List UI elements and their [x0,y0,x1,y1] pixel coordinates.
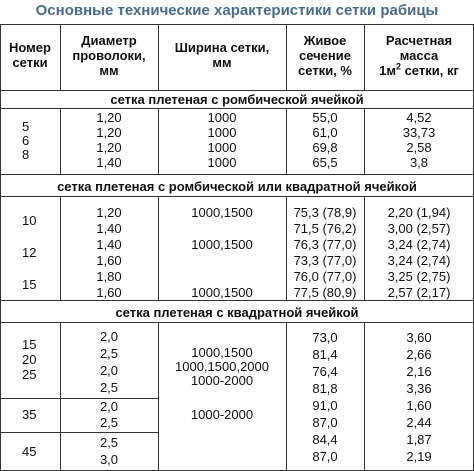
cell-width: 1000 [207,110,237,125]
cell-open-area: 69,8 [312,140,338,155]
cell-mass: 33,73 [402,125,436,140]
cell-number: 6 [22,133,30,148]
cell-diameter: 2,0 [99,363,119,378]
cell-width: 1000 [207,155,237,170]
cell-mass: 2,58 [406,140,432,155]
grid-line [0,108,474,109]
cell-mass: 2,19 [406,449,432,464]
cell-open-area: 84,4 [312,432,338,447]
page-title: Основные технические характеристики сетки рабицы [35,2,439,19]
section-title: сетка плетеная с ромбической ячейкой [110,92,364,107]
grid-line [0,432,158,433]
cell-diameter: 1,80 [96,269,122,284]
header-superscript: 2 [395,61,401,72]
spec-table [0,24,474,471]
header-text: сетки, % [298,63,352,78]
cell-mass: 3,24 (2,74) [387,237,451,252]
header-text: мм [212,55,232,70]
header-text: масса [399,48,439,63]
cell-number: 35 [22,407,37,422]
cell-diameter: 1,20 [96,125,122,140]
cell-number: 20 [22,352,37,367]
cell-diameter: 2,0 [99,329,119,344]
cell-number: 12 [22,245,37,260]
cell-mass: 3,00 (2,57) [387,221,451,236]
cell-mass: 3,24 (2,74) [387,253,451,268]
cell-diameter: 2,0 [99,399,119,414]
cell-mass: 3,60 [406,330,432,345]
grid-line [0,196,474,197]
header-text: сечение [299,48,351,63]
cell-diameter: 1,40 [96,155,122,170]
cell-open-area: 81,8 [312,381,338,396]
header-text: проволоки, [72,48,146,63]
header-text: Расчетная [385,33,453,48]
cell-diameter: 1,40 [96,237,122,252]
cell-open-area: 76,0 (77,0) [293,269,357,284]
cell-width: 1000,1500 [191,205,253,220]
cell-mass: 2,44 [406,415,432,430]
cell-width: 1000 [207,140,237,155]
cell-mass: 2,16 [406,364,432,379]
cell-diameter: 1,20 [96,110,122,125]
header-mass [364,33,474,78]
cell-diameter: 2,5 [99,415,119,430]
cell-width: 1000,1500 [191,345,253,360]
header-text: Живое [303,33,347,48]
cell-open-area: 76,3 (77,0) [293,237,357,252]
cell-width: 1000,1500 [191,237,253,252]
cell-number: 10 [22,213,37,228]
cell-diameter: 2,5 [99,435,119,450]
grid-line [0,300,474,301]
cell-diameter: 1,20 [96,140,122,155]
cell-number: 25 [22,367,37,382]
cell-open-area: 73,0 [312,330,338,345]
cell-open-area: 77,5 (80,9) [293,285,357,300]
cell-width: 1000,1500,2000 [175,359,269,374]
cell-diameter: 1,60 [96,253,122,268]
grid-line [0,398,158,399]
cell-open-area: 91,0 [312,398,338,413]
cell-open-area: 55,0 [312,110,338,125]
cell-open-area: 65,5 [312,155,338,170]
header-text: сетки [12,55,48,70]
cell-mass: 1,60 [406,398,432,413]
header-number [0,40,60,70]
cell-mass: 2,20 (1,94) [387,205,451,220]
section-title: сетка плетеная с ромбической или квадратной ячейкой [57,179,417,194]
header-text: мм [99,63,119,78]
cell-open-area: 75,3 (78,9) [293,205,357,220]
cell-diameter: 1,60 [96,285,122,300]
cell-number: 45 [22,444,37,459]
cell-number: 5 [22,119,30,134]
cell-number: 15 [22,337,37,352]
grid-line [0,322,474,323]
cell-width: 1000 [207,125,237,140]
cell-mass: 1,87 [406,432,432,447]
cell-open-area: 61,0 [312,125,338,140]
cell-open-area: 87,0 [312,449,338,464]
cell-open-area: 73,3 (77,0) [293,253,357,268]
header-text: сетки, кг [400,63,459,78]
cell-mass: 3,36 [406,381,432,396]
header-text: Ширина сетки, [174,40,270,55]
grid-line [0,174,474,175]
header-diameter [60,33,158,78]
cell-open-area: 71,5 (76,2) [293,221,357,236]
cell-number: 8 [22,147,30,162]
cell-open-area: 76,4 [312,364,338,379]
cell-width: 1000-2000 [190,373,254,388]
cell-width: 1000-2000 [190,407,254,422]
cell-open-area: 87,0 [312,415,338,430]
grid-line [158,322,159,470]
cell-diameter: 2,5 [99,380,119,395]
cell-open-area: 81,4 [312,347,338,362]
cell-mass: 2,66 [406,347,432,362]
cell-diameter: 3,0 [99,452,119,467]
header-width [158,40,286,70]
header-text: 1м [379,63,396,78]
cell-diameter: 2,5 [99,346,119,361]
cell-width: 1000,1500 [191,285,253,300]
cell-mass: 3,8 [409,155,429,170]
cell-diameter: 1,20 [96,205,122,220]
grid-line [0,24,474,25]
grid-line [0,90,474,91]
cell-mass: 3,25 (2,75) [387,269,451,284]
cell-mass: 2,57 (2,17) [387,285,451,300]
header-text: Номер [9,40,51,55]
header-text: Диаметр [81,33,137,48]
cell-number: 15 [22,277,37,292]
header-open-area [286,33,364,78]
section-title: сетка плетеная с квадратной ячейкой [115,305,359,320]
cell-mass: 4,52 [406,110,432,125]
cell-diameter: 1,40 [96,221,122,236]
